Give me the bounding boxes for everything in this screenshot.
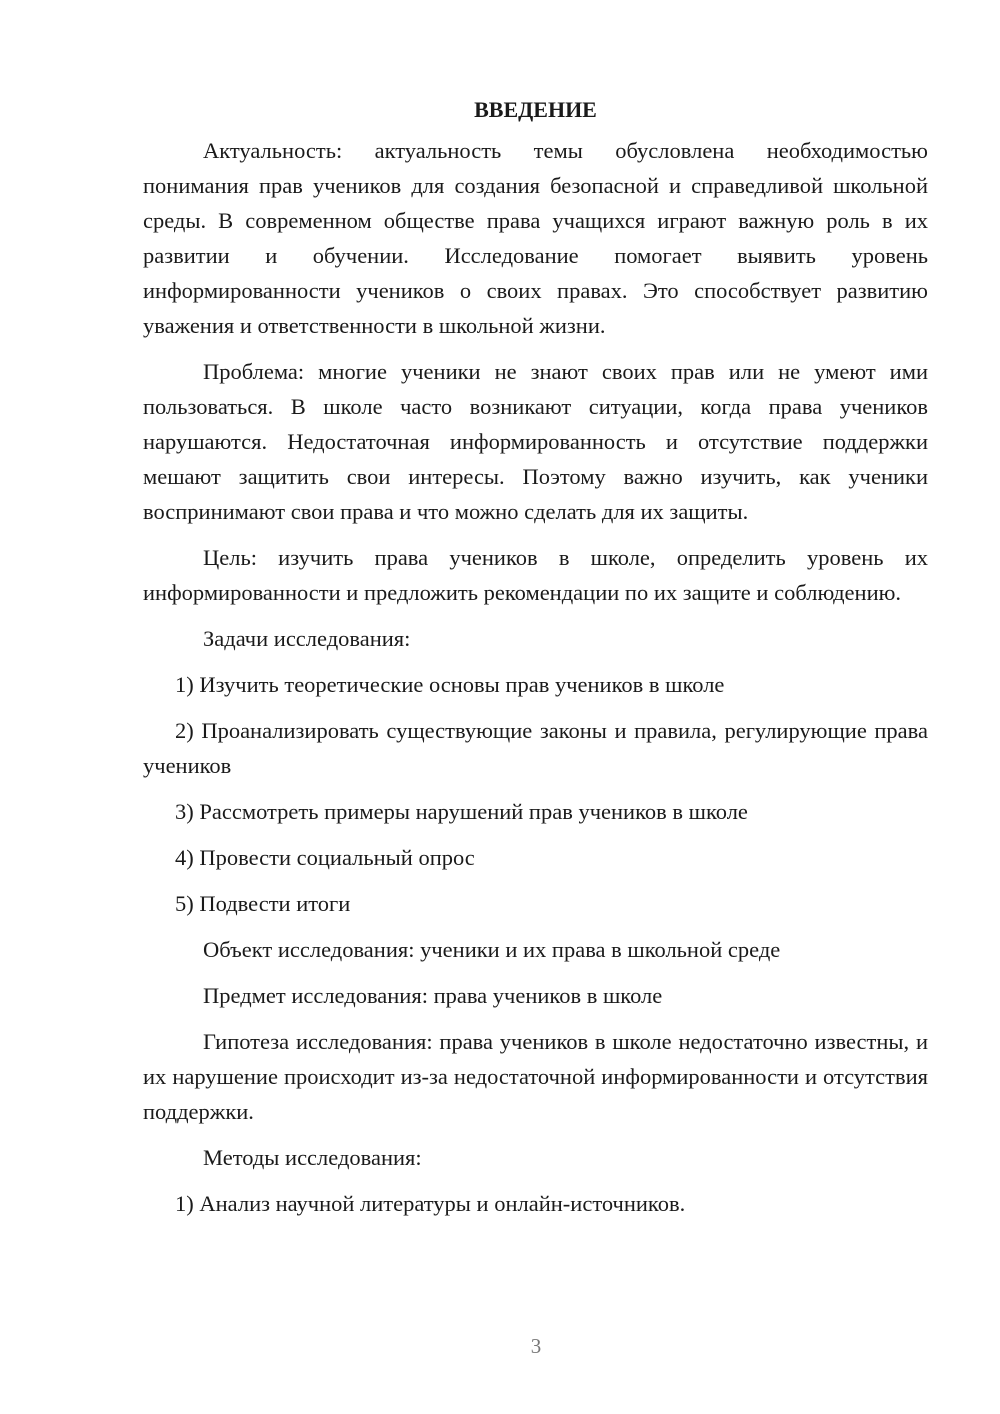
methods-heading: Методы исследования: [203, 1145, 422, 1170]
subject-paragraph: Предмет исследования: права учеников в школе [203, 983, 663, 1008]
section-title: ВВЕДЕНИЕ [474, 97, 597, 122]
relevance-paragraph: Актуальность: актуальность темы обусловлена необходимостью понимания прав учеников для создания безопасной и справедливой школьной среды. В современном обществе права учащихся играют важную роль в их развитии и обучении. Исследование помогает выявить уровень информированности учеников о своих правах. Это способствует развитию уважения и ответственности в школьной жизни. [143, 138, 928, 338]
method-item: 1) Анализ научной литературы и онлайн-источников. [175, 1191, 686, 1216]
goal-paragraph: Цель: изучить права учеников в школе, определить уровень их информированности и предложить рекомендации по их защите и соблюдению. [143, 545, 928, 605]
task-item: 3) Рассмотреть примеры нарушений прав учеников в школе [175, 799, 748, 824]
object-paragraph: Объект исследования: ученики и их права в школьной среде [203, 937, 781, 962]
hypothesis-paragraph: Гипотеза исследования: права учеников в школе недостаточно известны, и их нарушение происходит из-за недостаточной информированности и отсутствия поддержки. [143, 1029, 928, 1124]
task-item: 2) Проанализировать существующие законы и правила, регулирующие права учеников [143, 718, 928, 778]
task-item: 1) Изучить теоретические основы прав учеников в школе [175, 672, 725, 697]
page-number: 3 [530, 1334, 542, 1358]
problem-paragraph: Проблема: многие ученики не знают своих прав или не умеют ими пользоваться. В школе часто возникают ситуации, когда права учеников нарушаются. Недостаточная информированность и отсутствие поддержки мешают защитить свои интересы. Поэтому важно изучить, как ученики воспринимают свои права и что можно сделать для их защиты. [143, 359, 928, 524]
document-page [143, 95, 928, 1232]
task-item: 5) Подвести итоги [175, 891, 351, 916]
task-item: 4) Провести социальный опрос [175, 845, 475, 870]
tasks-heading: Задачи исследования: [203, 626, 411, 651]
